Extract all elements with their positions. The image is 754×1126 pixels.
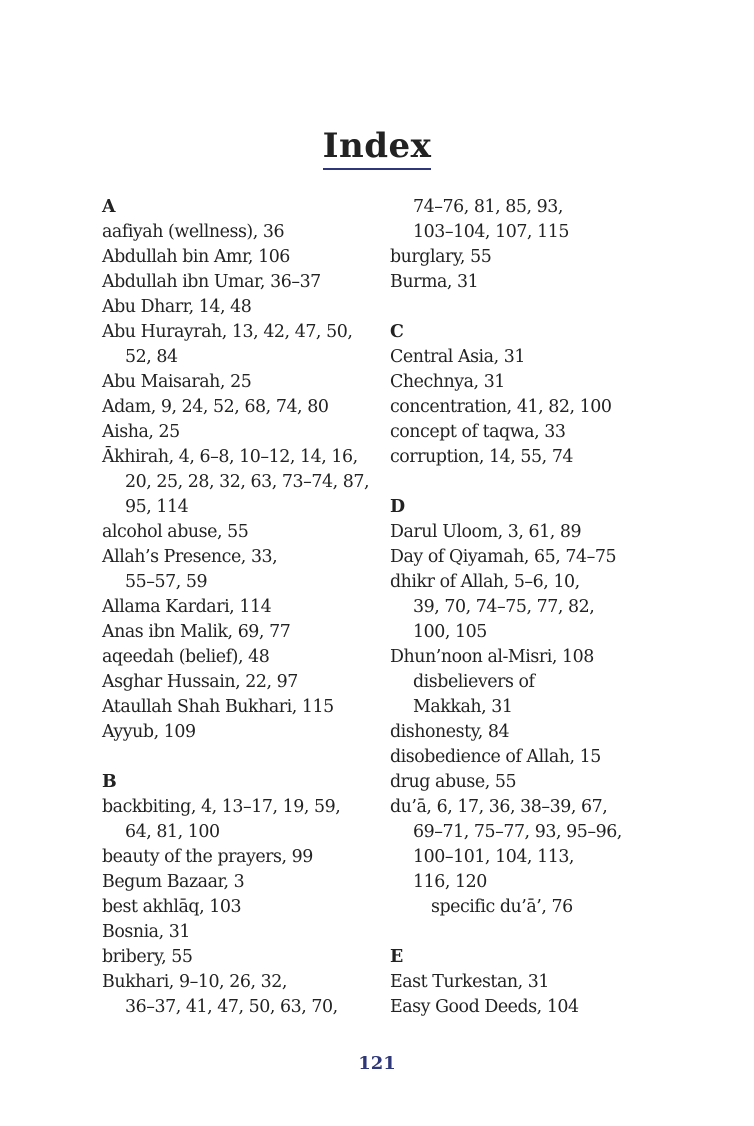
index-entry: corruption, 14, 55, 74 xyxy=(390,447,574,467)
index-entry: Ayyub, 109 xyxy=(102,722,196,742)
index-title-block xyxy=(0,126,754,170)
index-entry: Central Asia, 31 xyxy=(390,347,525,367)
index-entry: Abu Maisarah, 25 xyxy=(102,372,252,392)
index-entry: Abu Hurayrah, 13, 42, 47, 50, xyxy=(102,322,353,342)
index-entry: aqeedah (belief), 48 xyxy=(102,647,270,667)
index-entry-continuation: disbelievers of xyxy=(413,672,535,692)
index-entry: disobedience of Allah, 15 xyxy=(390,747,601,767)
index-entry: Ataullah Shah Bukhari, 115 xyxy=(102,697,334,717)
index-entry: Allama Kardari, 114 xyxy=(102,597,272,617)
index-entry: Dhun’noon al-Misri, 108 xyxy=(390,647,594,667)
index-entry: Abu Dharr, 14, 48 xyxy=(102,297,252,317)
index-entry: Abdullah ibn Umar, 36–37 xyxy=(102,272,321,292)
index-entry: Easy Good Deeds, 104 xyxy=(390,997,579,1017)
index-entry: Begum Bazaar, 3 xyxy=(102,872,245,892)
index-entry-continuation: 39, 70, 74–75, 77, 82, xyxy=(413,597,595,617)
index-entry: alcohol abuse, 55 xyxy=(102,522,249,542)
index-entry: Asghar Hussain, 22, 97 xyxy=(102,672,298,692)
page-title: Index xyxy=(323,126,432,170)
index-entry-continuation: 69–71, 75–77, 93, 95–96, xyxy=(413,822,622,842)
index-entry-continuation: 95, 114 xyxy=(125,497,189,517)
index-column-right xyxy=(390,195,660,1020)
section-letter: E xyxy=(390,947,403,967)
index-entry-continuation: 36–37, 41, 47, 50, 63, 70, xyxy=(125,997,338,1017)
index-entry: drug abuse, 55 xyxy=(390,772,517,792)
index-entry: East Turkestan, 31 xyxy=(390,972,550,992)
section-gap xyxy=(390,295,660,320)
index-entry: concentration, 41, 82, 100 xyxy=(390,397,612,417)
index-entry-continuation: 20, 25, 28, 32, 63, 73–74, 87, xyxy=(125,472,370,492)
index-entry: Darul Uloom, 3, 61, 89 xyxy=(390,522,582,542)
index-entry-continuation: 100, 105 xyxy=(413,622,487,642)
index-entry: Anas ibn Malik, 69, 77 xyxy=(102,622,291,642)
index-entry-continuation: 116, 120 xyxy=(413,872,487,892)
index-entry-continuation: 64, 81, 100 xyxy=(125,822,220,842)
section-gap xyxy=(102,745,382,770)
index-entry: Aisha, 25 xyxy=(102,422,180,442)
index-entry: aafiyah (wellness), 36 xyxy=(102,222,285,242)
index-entry: burglary, 55 xyxy=(390,247,492,267)
section-letter: D xyxy=(390,497,405,517)
index-entry-continuation: 52, 84 xyxy=(125,347,178,367)
section-letter: C xyxy=(390,322,404,342)
index-entry: concept of taqwa, 33 xyxy=(390,422,566,442)
index-entry: du’ā, 6, 17, 36, 38–39, 67, xyxy=(390,797,608,817)
section-gap xyxy=(390,920,660,945)
index-entry: Ākhirah, 4, 6–8, 10–12, 14, 16, xyxy=(102,447,358,467)
index-subentry: specific du’ā’, 76 xyxy=(431,897,573,917)
index-entry-continuation: Makkah, 31 xyxy=(413,697,513,717)
index-entry-continuation: 55–57, 59 xyxy=(125,572,208,592)
index-entry: bribery, 55 xyxy=(102,947,193,967)
section-gap xyxy=(390,470,660,495)
index-entry: dishonesty, 84 xyxy=(390,722,510,742)
index-entry-continuation: 74–76, 81, 85, 93, xyxy=(413,197,563,217)
index-entry: Chechnya, 31 xyxy=(390,372,505,392)
index-entry: Adam, 9, 24, 52, 68, 74, 80 xyxy=(102,397,329,417)
index-entry-continuation: 103–104, 107, 115 xyxy=(413,222,569,242)
index-entry: Abdullah bin Amr, 106 xyxy=(102,247,290,267)
index-entry: Burma, 31 xyxy=(390,272,479,292)
index-entry-continuation: 100–101, 104, 113, xyxy=(413,847,575,867)
index-entry: Day of Qiyamah, 65, 74–75 xyxy=(390,547,617,567)
index-column-left xyxy=(102,195,382,1020)
index-entry: dhikr of Allah, 5–6, 10, xyxy=(390,572,580,592)
section-letter: B xyxy=(102,772,117,792)
page-number: 121 xyxy=(358,1053,396,1074)
index-entry: best akhlāq, 103 xyxy=(102,897,242,917)
index-entry: backbiting, 4, 13–17, 19, 59, xyxy=(102,797,341,817)
index-entry: beauty of the prayers, 99 xyxy=(102,847,313,867)
index-entry: Allah’s Presence, 33, xyxy=(102,547,278,567)
index-entry: Bukhari, 9–10, 26, 32, xyxy=(102,972,287,992)
section-letter: A xyxy=(102,197,116,217)
index-entry: Bosnia, 31 xyxy=(102,922,190,942)
